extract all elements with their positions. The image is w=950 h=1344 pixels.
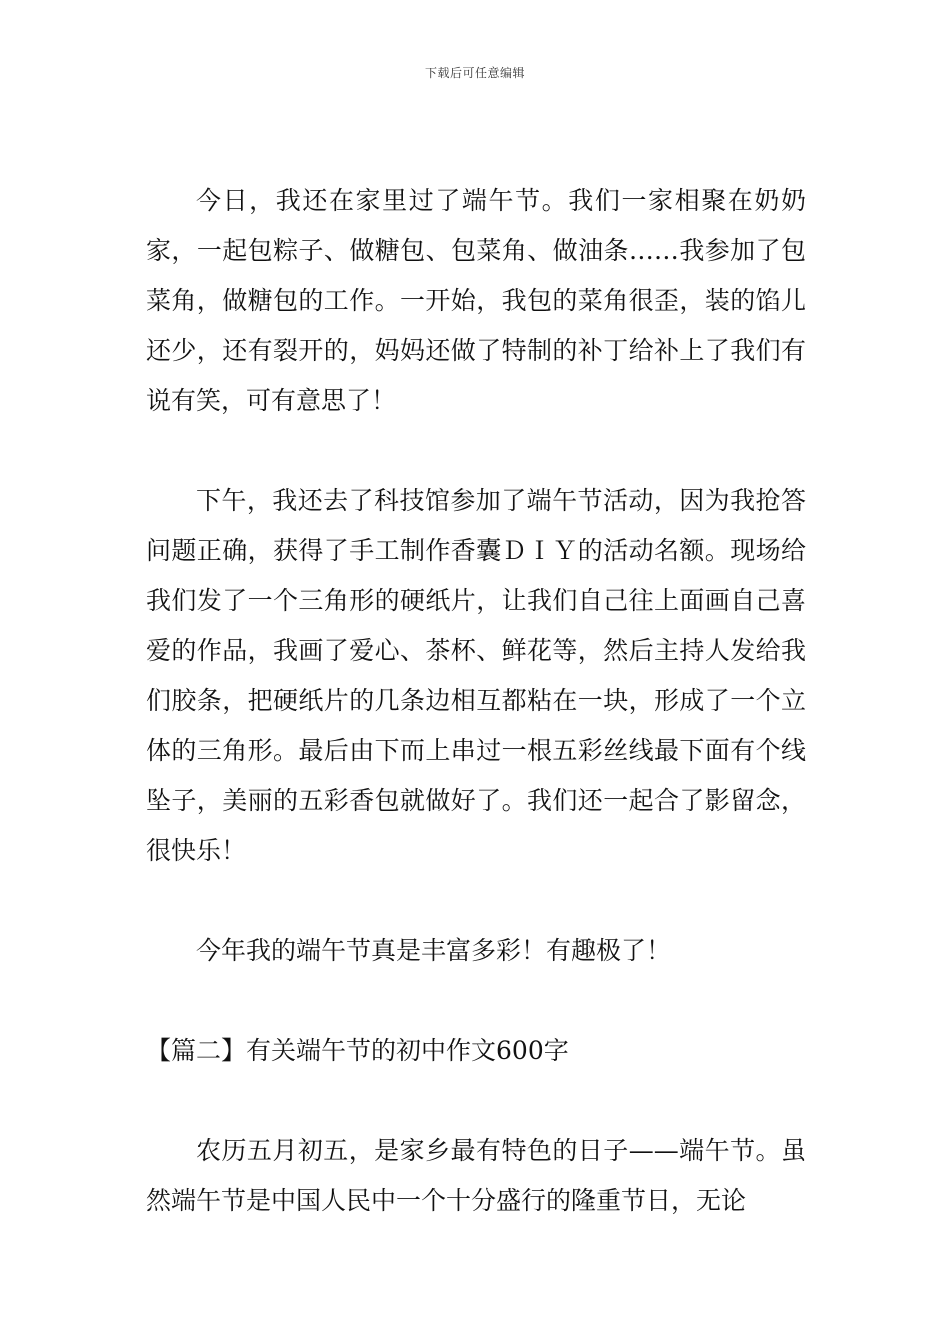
- page-header-note: 下载后可任意编辑: [424, 66, 525, 80]
- section-heading: 【篇二】有关端午节的初中作文600字: [146, 1036, 569, 1065]
- paragraph-3: 今年我的端午节真是丰富多彩！有趣极了！: [196, 936, 672, 965]
- document-body: [146, 176, 806, 1226]
- section-paragraph-1: 农历五月初五，是家乡最有特色的日子——端午节。虽然端午节是中国人民中一个十分盛行的隆重节日，无论: [146, 1136, 806, 1215]
- paragraph-2: 下午，我还去了科技馆参加了端午节活动，因为我抢答问题正确，获得了手工制作香囊ＤＩＹ的活动名额。现场给我们发了一个三角形的硬纸片，让我们自己往上面画自己喜爱的作品，我画了爱心、茶杯、鲜花等，然后主持人发给我们胶条，把硬纸片的几条边相互都粘在一块，形成了一个立体的三角形。最后由下而上串过一根五彩丝线最下面有个线坠子，美丽的五彩香包就做好了。我们还一起合了影留念，很快乐！: [146, 486, 806, 865]
- paragraph-1: 今日，我还在家里过了端午节。我们一家相聚在奶奶家，一起包粽子、做糖包、包菜角、做油条……我参加了包菜角，做糖包的工作。一开始，我包的菜角很歪，装的馅儿还少，还有裂开的，妈妈还做了特制的补丁给补上了我们有说有笑，可有意思了！: [146, 186, 806, 415]
